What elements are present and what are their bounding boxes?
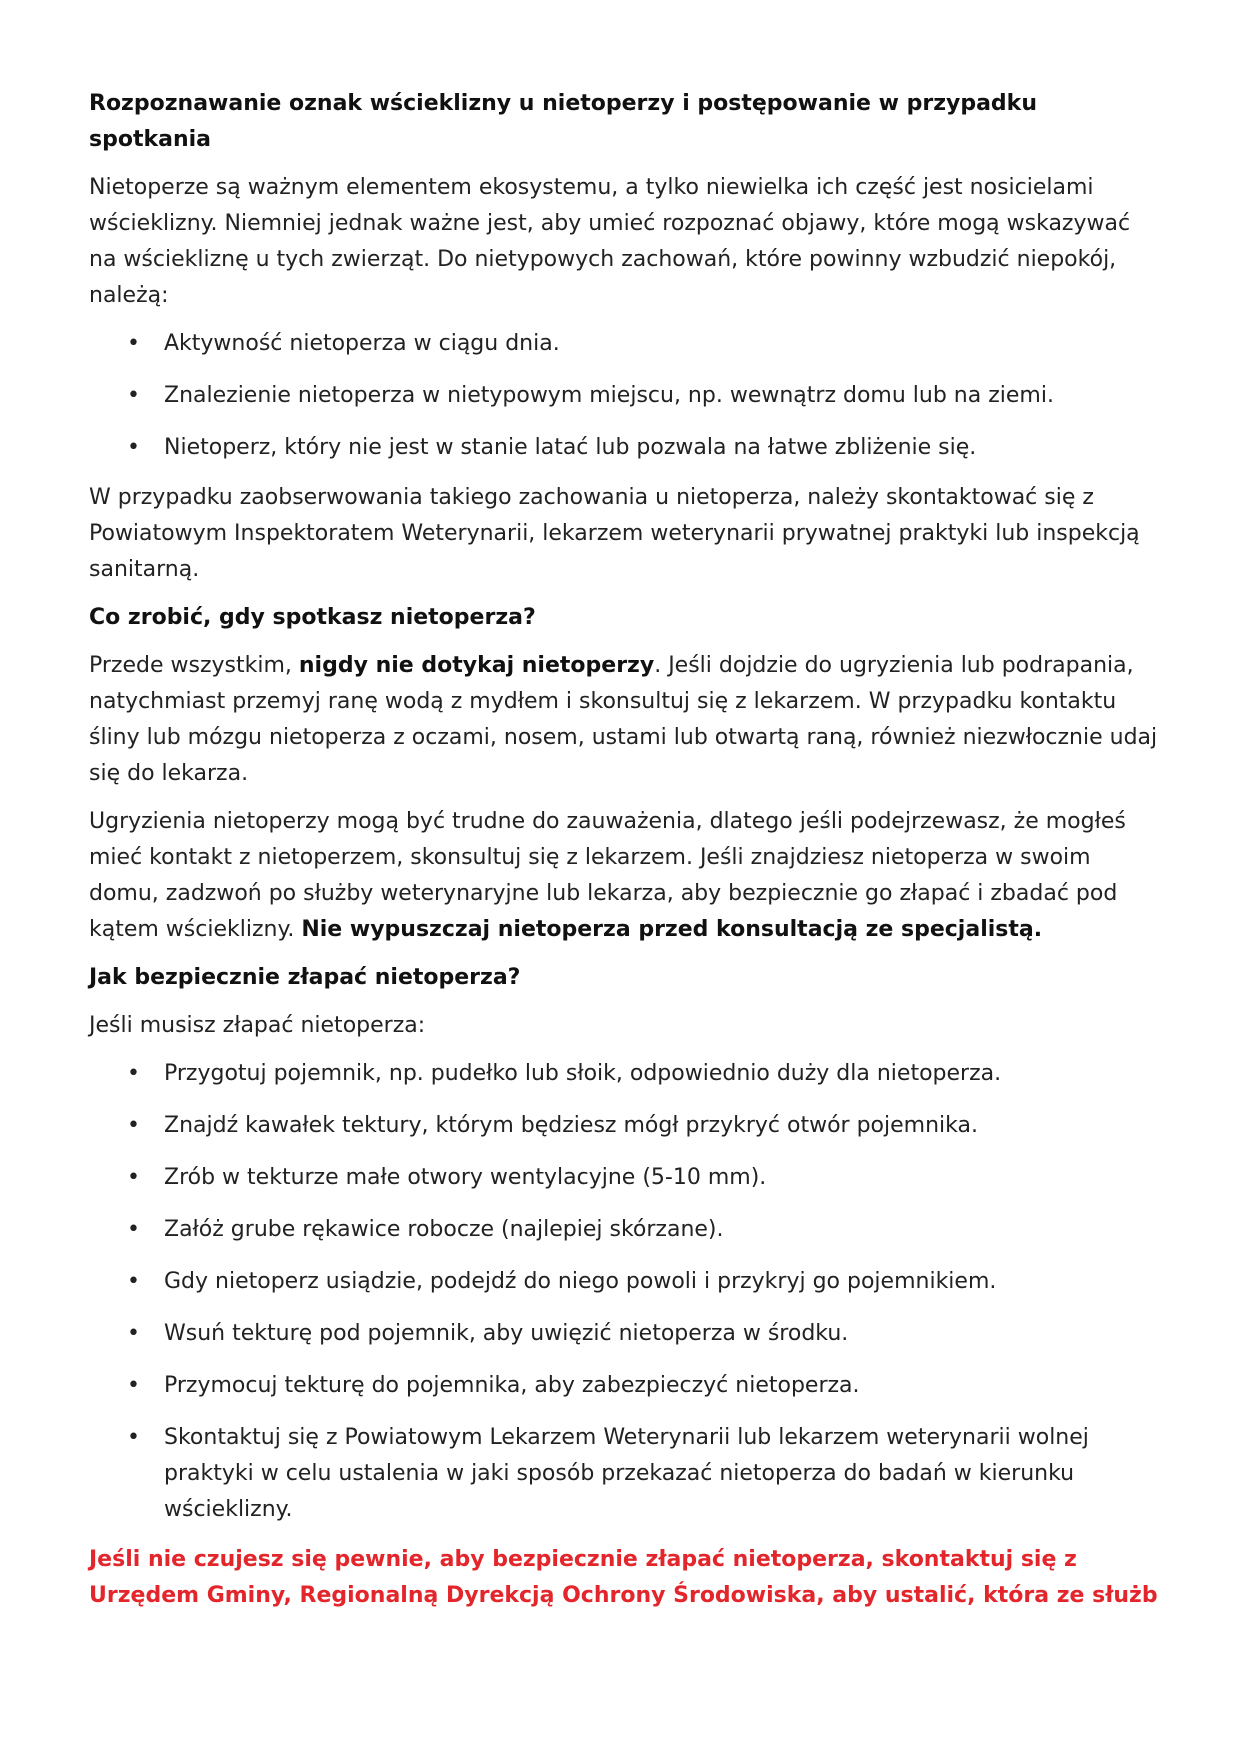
emphasis-text: nigdy nie dotykaj nietoperzy (298, 653, 655, 678)
list-item-text: Znajdź kawałek tektury, którym będziesz mógł przykryć otwór pojemnika. (164, 1113, 978, 1138)
list-item (89, 326, 1159, 362)
bullet-icon: • (127, 1217, 140, 1242)
list-item (89, 430, 1159, 466)
list-item-text: Załóż grube rękawice robocze (najlepiej skórzane). (164, 1217, 724, 1242)
list-item (89, 1056, 1159, 1092)
bullet-icon: • (127, 1165, 140, 1190)
list-item-text: Wsuń tekturę pod pojemnik, aby uwięzić nietoperza w środku. (164, 1321, 849, 1346)
list-item (89, 1212, 1159, 1248)
bullet-icon: • (127, 1269, 140, 1294)
list-item-text: Znalezienie nietoperza w nietypowym miejscu, np. wewnątrz domu lub na ziemi. (164, 383, 1054, 408)
list-item (89, 1160, 1159, 1196)
what-to-do-paragraph-1 (89, 648, 1159, 792)
list-item (89, 1368, 1159, 1404)
list-item-text: Nietoperz, który nie jest w stanie latać lub pozwala na łatwe zbliżenie się. (164, 435, 977, 460)
list-item-text: Przygotuj pojemnik, np. pudełko lub słoik, odpowiednio duży dla nietoperza. (164, 1061, 1002, 1086)
bullet-icon: • (127, 1425, 140, 1450)
list-item-text: Zrób w tekturze małe otwory wentylacyjne (5-10 mm). (164, 1165, 767, 1190)
bullet-icon: • (127, 383, 140, 408)
bullet-icon: • (127, 1321, 140, 1346)
contact-paragraph: W przypadku zaobserwowania takiego zachowania u nietoperza, należy skontaktować się z Powiatowym Inspektoratem Weterynarii, lekarzem weterynarii prywatnej praktyki lub inspekcją sanitarną. (89, 485, 1140, 582)
bullet-icon: • (127, 331, 140, 356)
bullet-icon: • (127, 1113, 140, 1138)
symptoms-list (89, 326, 1159, 466)
list-item-text: Aktywność nietoperza w ciągu dnia. (164, 331, 560, 356)
list-item (89, 1108, 1159, 1144)
list-item-text: Przymocuj tekturę do pojemnika, aby zabezpieczyć nietoperza. (164, 1373, 860, 1398)
document-title: Rozpoznawanie oznak wścieklizny u nietoperzy i postępowanie w przypadku spotkania (89, 91, 1037, 152)
intro-paragraph: Nietoperze są ważnym elementem ekosystemu, a tylko niewielka ich część jest nosicielami wścieklizny. Niemniej jednak ważne jest, aby umieć rozpoznać objawy, które mogą wskazywać na wściekliznę u tych zwierząt. Do nietypowych zachowań, które powinny wzbudzić niepokój, należą: (89, 175, 1131, 308)
list-item (89, 1316, 1159, 1352)
emphasis-text: Nie wypuszczaj nietoperza przed konsultacją ze specjalistą. (301, 917, 1043, 942)
section-heading-what-to-do: Co zrobić, gdy spotkasz nietoperza? (89, 605, 536, 630)
list-item (89, 1420, 1159, 1528)
list-item (89, 1264, 1159, 1300)
catch-steps-list (89, 1056, 1159, 1528)
document-page (89, 86, 1159, 1614)
catch-intro-paragraph: Jeśli musisz złapać nietoperza: (89, 1013, 426, 1038)
bullet-icon: • (127, 1373, 140, 1398)
bullet-icon: • (127, 435, 140, 460)
list-item-text: Skontaktuj się z Powiatowym Lekarzem Weterynarii lub lekarzem weterynarii wolnej praktyki w celu ustalenia w jaki sposób przekazać nietoperza do badań w kierunku wścieklizny. (164, 1425, 1089, 1522)
what-to-do-paragraph-2 (89, 804, 1159, 948)
bullet-icon: • (127, 1061, 140, 1086)
warning-paragraph: Jeśli nie czujesz się pewnie, aby bezpiecznie złapać nietoperza, skontaktuj się z Urzędem Gminy, Regionalną Dyrekcją Ochrony Środowiska, aby ustalić, która ze służb (89, 1547, 1158, 1608)
paragraph-text: Przede wszystkim, (89, 653, 299, 678)
list-item-text: Gdy nietoperz usiądzie, podejdź do niego powoli i przykryj go pojemnikiem. (164, 1269, 997, 1294)
paragraph-text: Ugryzienia nietoperzy mogą być trudne do zauważenia, dlatego jeśli podejrzewasz, że mogłeś mieć kontakt z nietoperzem, skonsultuj się z lekarzem. Jeśli znajdziesz nietoperza w swoim domu, zadzwoń po służby weterynaryjne lub lekarza, aby bezpiecznie go złapać i zbadać pod kątem wścieklizny. (89, 809, 1126, 942)
list-item (89, 378, 1159, 414)
section-heading-catch: Jak bezpiecznie złapać nietoperza? (89, 965, 521, 990)
paragraph-text: . Jeśli dojdzie do ugryzienia lub podrapania, natychmiast przemyj ranę wodą z mydłem i skonsultuj się z lekarzem. W przypadku kontaktu śliny lub mózgu nietoperza z oczami, nosem, ustami lub otwartą raną, również niezwłocznie udaj się do lekarza. (89, 653, 1158, 786)
